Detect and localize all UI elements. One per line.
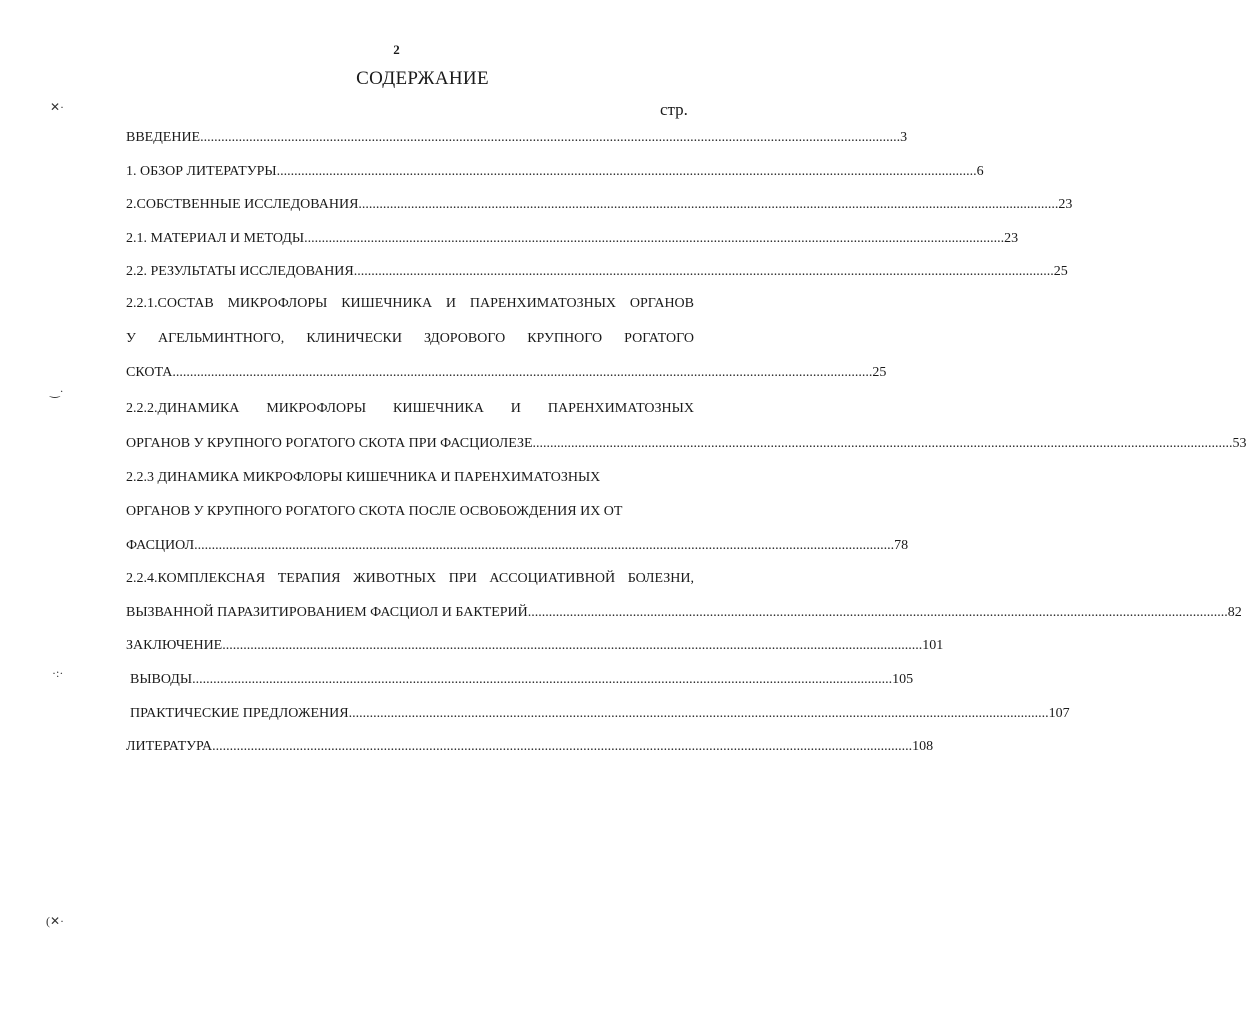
toc-entry-review: [126, 162, 984, 182]
toc-entry-page: 105: [892, 672, 914, 687]
toc-entry-2-2-1-line2: У АГЕЛЬМИНТНОГО, КЛИНИЧЕСКИ ЗДОРОВОГО КРУПНОГО РОГАТОГО: [126, 331, 694, 346]
toc-entry-page: 3: [900, 130, 908, 145]
toc-entry-intro: [126, 128, 908, 148]
scan-mark: ‿·: [50, 384, 64, 398]
toc-entry-title: ФАСЦИОЛ: [126, 538, 195, 553]
toc-entry-2-2-2-line2: [126, 434, 1247, 454]
leader-dots: ........................................................................................................................................................................................................: [358, 197, 1059, 212]
toc-entry-2-2-3-line2: [126, 502, 694, 522]
leader-dots: ........................................................................................................................................................................................................: [353, 264, 1054, 279]
leader-dots: ........................................................................................................................................................................................................: [527, 605, 1228, 620]
toc-entry-page: 23: [1058, 197, 1073, 212]
toc-entry-2-2-3-line1: [126, 468, 694, 488]
toc-entry-title: 2.2.3 ДИНАМИКА МИКРОФЛОРЫ КИШЕЧНИКА И ПАРЕНХИМАТОЗНЫХ: [126, 470, 601, 485]
toc-entry-page: 108: [912, 739, 934, 754]
toc-entry-results: [126, 262, 1068, 282]
toc-entry-literature: [126, 737, 934, 757]
toc-entry-title: ЗАКЛЮЧЕНИЕ: [126, 638, 223, 653]
toc-entry-title: ОРГАНОВ У КРУПНОГО РОГАТОГО СКОТА ПРИ ФАСЦИОЛЕЗЕ: [126, 436, 533, 451]
toc-entry-2-2-4-line1: 2.2.4.КОМПЛЕКСНАЯ ТЕРАПИЯ ЖИВОТНЫХ ПРИ АССОЦИАТИВНОЙ БОЛЕЗНИ,: [126, 571, 694, 586]
leader-dots: ........................................................................................................................................................................................................: [304, 231, 1005, 246]
toc-entry-2-2-1-line3: [126, 363, 887, 383]
leader-dots: ........................................................................................................................................................................................................: [348, 706, 1049, 721]
toc-entry-title: ОРГАНОВ У КРУПНОГО РОГАТОГО СКОТА ПОСЛЕ ОСВОБОЖДЕНИЯ ИХ ОТ: [126, 504, 623, 519]
toc-entry-own-research: [126, 195, 1073, 215]
leader-dots: ........................................................................................................................................................................................................: [200, 130, 901, 145]
scan-mark: (✕·: [46, 914, 65, 928]
toc-entry-page: 78: [894, 538, 909, 553]
leader-dots: ........................................................................................................................................................................................................: [212, 739, 913, 754]
toc-entry-2-2-4-line2: [126, 603, 1242, 623]
toc-entry-page: 25: [1053, 264, 1068, 279]
toc-entry-title: 2.2. РЕЗУЛЬТАТЫ ИССЛЕДОВАНИЯ: [126, 264, 354, 279]
toc-entry-proposals: [130, 704, 1070, 724]
toc-entry-page: 82: [1227, 605, 1242, 620]
scan-mark: ·:·: [52, 666, 64, 680]
leader-dots: ........................................................................................................................................................................................................: [276, 164, 977, 179]
toc-entry-2-2-2-line1: 2.2.2.ДИНАМИКА МИКРОФЛОРЫ КИШЕЧНИКА И ПАРЕНХИМАТОЗНЫХ: [126, 401, 694, 416]
toc-entry-materials: [126, 229, 1019, 249]
toc-entry-page: 53: [1232, 436, 1247, 451]
toc-entry-page: 107: [1048, 706, 1070, 721]
toc-entry-title: 1. ОБЗОР ЛИТЕРАТУРЫ: [126, 164, 277, 179]
toc-entry-title: 2.СОБСТВЕННЫЕ ИССЛЕДОВАНИЯ: [126, 197, 359, 212]
toc-entry-title: ПРАКТИЧЕСКИЕ ПРЕДЛОЖЕНИЯ: [130, 706, 349, 721]
toc-entry-findings: [130, 670, 914, 690]
leader-dots: ........................................................................................................................................................................................................: [192, 672, 893, 687]
toc-entry-title: ВВЕДЕНИЕ: [126, 130, 201, 145]
leader-dots: ........................................................................................................................................................................................................: [222, 638, 923, 653]
toc-entry-page: 6: [976, 164, 984, 179]
toc-entry-title: ЛИТЕРАТУРА: [126, 739, 213, 754]
toc-entry-title: ВЫВОДЫ: [130, 672, 193, 687]
page-number: 2: [393, 42, 400, 57]
leader-dots: ........................................................................................................................................................................................................: [172, 365, 873, 380]
toc-entry-page: 25: [872, 365, 887, 380]
toc-entry-title: ВЫЗВАННОЙ ПАРАЗИТИРОВАНИЕМ ФАСЦИОЛ И БАКТЕРИЙ: [126, 605, 528, 620]
leader-dots: ........................................................................................................................................................................................................: [194, 538, 895, 553]
toc-entry-2-2-3-line3: [126, 536, 909, 556]
page-title: СОДЕРЖАНИЕ: [356, 68, 489, 89]
toc-entry-2-2-1-line1: 2.2.1.СОСТАВ МИКРОФЛОРЫ КИШЕЧНИКА И ПАРЕНХИМАТОЗНЫХ ОРГАНОВ: [126, 296, 694, 311]
leader-dots: ........................................................................................................................................................................................................: [532, 436, 1233, 451]
page-column-label: стр.: [660, 100, 688, 119]
toc-entry-page: 101: [922, 638, 944, 653]
toc-entry-title: 2.1. МАТЕРИАЛ И МЕТОДЫ: [126, 231, 305, 246]
toc-entry-title: СКОТА: [126, 365, 173, 380]
toc-entry-conclusion: [126, 636, 944, 656]
scan-mark: ✕·: [50, 100, 65, 114]
toc-entry-page: 23: [1004, 231, 1019, 246]
